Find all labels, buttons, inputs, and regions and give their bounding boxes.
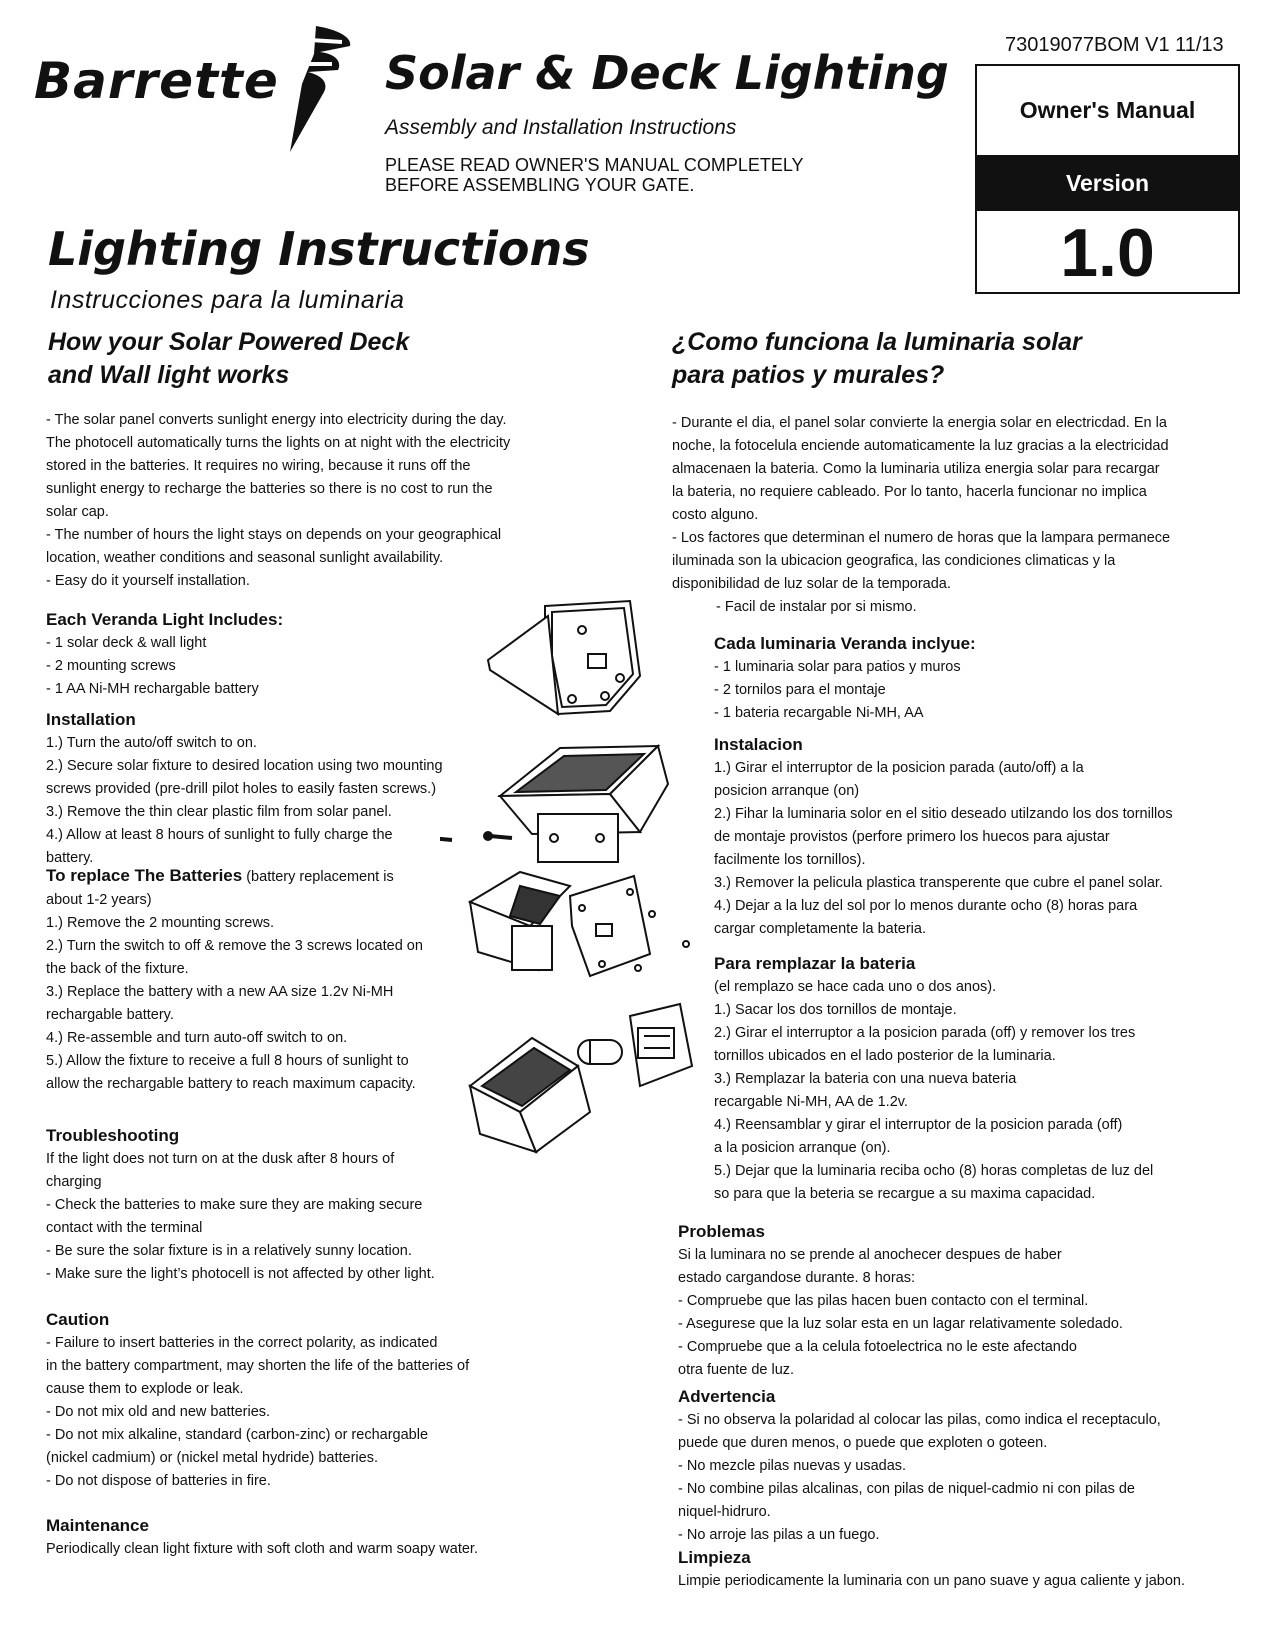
installation-illustrations <box>440 596 730 1166</box>
page-title: Lighting Instructions <box>48 222 590 276</box>
english-installation-step: 3.) Remove the thin clear plastic film from solar panel. <box>46 804 392 820</box>
spanish-replace-step: recargable Ni-MH, AA de 1.2v. <box>714 1094 908 1110</box>
spanish-maintenance <box>678 1546 1238 1593</box>
english-replace <box>46 864 476 1096</box>
spanish-replace-step: 4.) Reensamblar y girar el interruptor de la posicion parada (off) <box>714 1117 1123 1133</box>
spanish-replace-step: 3.) Remplazar la bateria con una nueva bateria <box>714 1071 1017 1087</box>
spanish-caution-line: - Si no observa la polaridad al colocar las pilas, como indica el receptaculo, <box>678 1412 1161 1428</box>
fixture-exploded-view-illustration <box>470 872 689 976</box>
english-includes-item: - 1 AA Ni-MH rechargable battery <box>46 681 259 697</box>
english-includes-item: - 1 solar deck & wall light <box>46 635 207 651</box>
english-troubleshooting <box>46 1124 476 1286</box>
spanish-installation <box>714 733 1214 941</box>
english-includes-item: - 2 mounting screws <box>46 658 176 674</box>
product-title: Solar & Deck Lighting <box>385 46 949 100</box>
english-replace-step: 4.) Re-assemble and turn auto-off switch to on. <box>46 1030 348 1046</box>
spanish-replace-step: so para que la beteria se recargue a su maxima capacidad. <box>714 1186 1096 1202</box>
english-installation <box>46 708 476 870</box>
english-replace-step: 1.) Remove the 2 mounting screws. <box>46 915 275 931</box>
english-caution-line: - Do not dispose of batteries in fire. <box>46 1473 271 1489</box>
spanish-includes-item: - 2 tornilos para el montaje <box>714 682 886 698</box>
english-trouble-line: contact with the terminal <box>46 1220 203 1236</box>
english-intro-line: sunlight energy to recharge the batteries so there is no cost to run the <box>46 481 493 497</box>
spanish-replace-step: 5.) Dejar que la luminaria reciba ocho (8) horas completas de luz del <box>714 1163 1154 1179</box>
english-intro-line: - Easy do it yourself installation. <box>46 573 250 589</box>
spanish-trouble-line: estado cargandose durante. 8 horas: <box>678 1270 915 1286</box>
spanish-replace <box>714 952 1214 1206</box>
english-title-line-1: How your Solar Powered Deck <box>48 328 410 356</box>
english-caution-line: - Do not mix alkaline, standard (carbon-zinc) or rechargable <box>46 1427 429 1443</box>
english-trouble-line: - Check the batteries to make sure they are making secure <box>46 1197 423 1213</box>
english-trouble-heading: Troubleshooting <box>46 1126 180 1145</box>
spanish-intro-line: - Durante el dia, el panel solar convierte la energia solar en electricdad. En la <box>672 415 1167 431</box>
english-intro <box>46 409 516 593</box>
spanish-intro-line: disponibilidad de luz solar de la temporada. <box>672 576 951 592</box>
spanish-intro-line: iluminada son la ubicacion geografica, las condiciones climaticas y la <box>672 553 1116 569</box>
english-maintenance-line: Periodically clean light fixture with soft cloth and warm soapy water. <box>46 1541 478 1557</box>
spanish-intro-line: - Los factores que determinan el numero de horas que la lampara permanece <box>672 530 1171 546</box>
spanish-troubleshooting <box>678 1220 1198 1382</box>
english-caution-line: (nickel cadmium) or (nickel metal hydride) batteries. <box>46 1450 378 1466</box>
spanish-includes <box>714 632 1194 725</box>
spanish-title-line-1: ¿Como funciona la luminaria solar <box>672 328 1082 356</box>
english-caution-line: - Failure to insert batteries in the correct polarity, as indicated <box>46 1335 438 1351</box>
english-maintenance-heading: Maintenance <box>46 1516 149 1535</box>
english-installation-step: battery. <box>46 850 94 866</box>
english-intro-line: The photocell automatically turns the lights on at night with the electricity <box>46 435 511 451</box>
spanish-includes-item: - 1 bateria recargable Ni-MH, AA <box>714 705 924 721</box>
version-label: Version <box>977 155 1238 211</box>
spanish-replace-step: a la posicion arranque (on). <box>714 1140 891 1156</box>
spanish-section-title <box>672 326 1082 392</box>
english-installation-heading: Installation <box>46 710 136 729</box>
english-trouble-line: - Make sure the light’s photocell is not affected by other light. <box>46 1266 435 1282</box>
read-manual-note <box>385 155 865 195</box>
spanish-replace-step: 1.) Sacar los dos tornillos de montaje. <box>714 1002 957 1018</box>
english-trouble-line: - Be sure the solar fixture is in a relatively sunny location. <box>46 1243 412 1259</box>
english-caution <box>46 1308 486 1493</box>
english-includes <box>46 608 476 701</box>
english-caution-line: in the battery compartment, may shorten the life of the batteries of <box>46 1358 470 1374</box>
spanish-trouble-line: otra fuente de luz. <box>678 1362 795 1378</box>
spanish-trouble-line: - Asegurese que la luz solar esta en un lagar relativamente soledado. <box>678 1316 1123 1332</box>
spanish-trouble-line: - Compruebe que las pilas hacen buen contacto con el terminal. <box>678 1293 1089 1309</box>
english-replace-step: about 1-2 years) <box>46 892 152 908</box>
read-note-line-1: PLEASE READ OWNER'S MANUAL COMPLETELY <box>385 155 804 175</box>
spanish-installation-heading: Instalacion <box>714 735 803 754</box>
battery-replacement-illustration <box>470 1004 692 1152</box>
brand-logo-text: Barrette <box>34 52 279 110</box>
product-subtitle: Assembly and Installation Instructions <box>385 116 737 139</box>
fixture-back-view-illustration <box>488 601 640 714</box>
spanish-installation-step: 2.) Fihar la luminaria solor en el sitio deseado utilzando los dos tornillos <box>714 806 1173 822</box>
english-replace-step: allow the rechargable battery to reach maximum capacity. <box>46 1076 416 1092</box>
english-intro-line: stored in the batteries. It requires no wiring, because it runs off the <box>46 458 471 474</box>
english-section-title <box>48 326 409 392</box>
english-title-line-2: and Wall light works <box>48 361 290 389</box>
english-replace-step: 3.) Replace the battery with a new AA size 1.2v Ni-MH <box>46 984 394 1000</box>
english-installation-step: 2.) Secure solar fixture to desired location using two mounting <box>46 758 443 774</box>
english-replace-note: (battery replacement is <box>242 869 394 885</box>
english-installation-step: 4.) Allow at least 8 hours of sunlight to fully charge the <box>46 827 393 843</box>
spanish-maintenance-line: Limpie periodicamente la luminaria con un pano suave y agua caliente y jabon. <box>678 1573 1186 1589</box>
english-replace-step: rechargable battery. <box>46 1007 174 1023</box>
page-subtitle: Instrucciones para la luminaria <box>50 286 405 314</box>
spanish-installation-step: de montaje provistos (perfore primero los huecos para ajustar <box>714 829 1110 845</box>
spanish-intro-line: la bateria, no requiere cableado. Por lo tanto, hacerla funcionar no implica <box>672 484 1147 500</box>
version-box <box>975 64 1240 294</box>
spanish-installation-step: 4.) Dejar a la luz del sol por lo menos durante ocho (8) horas para <box>714 898 1138 914</box>
spanish-installation-step: cargar completamente la bateria. <box>714 921 926 937</box>
spanish-maintenance-heading: Limpieza <box>678 1548 751 1567</box>
spanish-trouble-line: Si la luminara no se prende al anochecer despues de haber <box>678 1247 1062 1263</box>
english-intro-line: location, weather conditions and seasonal sunlight availability. <box>46 550 444 566</box>
version-number: 1.0 <box>1060 214 1155 291</box>
english-intro-line: solar cap. <box>46 504 109 520</box>
spanish-installation-step: 3.) Remover la pelicula plastica transperente que cubre el panel solar. <box>714 875 1163 891</box>
english-intro-line: - The number of hours the light stays on depends on your geographical <box>46 527 502 543</box>
spanish-intro-line: almacenaen la bateria. Como la luminaria utiliza energia solar para recargar <box>672 461 1160 477</box>
spanish-caution-line: niquel-hidruro. <box>678 1504 771 1520</box>
english-installation-step: 1.) Turn the auto/off switch to on. <box>46 735 257 751</box>
spanish-intro-line: - Facil de instalar por si mismo. <box>716 599 917 615</box>
spanish-includes-heading: Cada luminaria Veranda inclyue: <box>714 634 976 653</box>
spanish-caution-line: puede que duren menos, o puede que exploten o goteen. <box>678 1435 1048 1451</box>
english-maintenance <box>46 1514 526 1561</box>
english-caution-heading: Caution <box>46 1310 110 1329</box>
spanish-installation-step: posicion arranque (on) <box>714 783 860 799</box>
english-replace-step: 5.) Allow the fixture to receive a full 8 hours of sunlight to <box>46 1053 409 1069</box>
spanish-caution-line: - No mezcle pilas nuevas y usadas. <box>678 1458 907 1474</box>
english-caution-line: - Do not mix old and new batteries. <box>46 1404 271 1420</box>
spanish-installation-step: 1.) Girar el interruptor de la posicion parada (auto/off) a la <box>714 760 1084 776</box>
spanish-includes-item: - 1 luminaria solar para patios y muros <box>714 659 961 675</box>
english-installation-step: screws provided (pre-drill pilot holes to easily fasten screws.) <box>46 781 437 797</box>
spanish-intro <box>672 412 1192 619</box>
english-replace-heading: To replace The Batteries <box>46 866 243 885</box>
spanish-replace-step: 2.) Girar el interruptor a la posicion parada (off) y remover los tres <box>714 1025 1136 1041</box>
spanish-trouble-line: - Compruebe que a la celula fotoelectrica no le este afectando <box>678 1339 1077 1355</box>
english-replace-step: 2.) Turn the switch to off & remove the 3 screws located on <box>46 938 423 954</box>
spanish-caution-line: - No combine pilas alcalinas, con pilas de niquel-cadmio ni con pilas de <box>678 1481 1135 1497</box>
spanish-caution-line: - No arroje las pilas a un fuego. <box>678 1527 880 1543</box>
spanish-replace-step: (el remplazo se hace cada uno o dos anos). <box>714 979 997 995</box>
spanish-intro-line: costo alguno. <box>672 507 759 523</box>
fixture-front-view-illustration <box>440 746 668 862</box>
english-intro-line: - The solar panel converts sunlight energy into electricity during the day. <box>46 412 507 428</box>
english-trouble-line: charging <box>46 1174 102 1190</box>
english-caution-line: cause them to explode or leak. <box>46 1381 244 1397</box>
english-replace-step: the back of the fixture. <box>46 961 189 977</box>
english-includes-heading: Each Veranda Light Includes: <box>46 610 284 629</box>
spanish-trouble-heading: Problemas <box>678 1222 765 1241</box>
english-trouble-line: If the light does not turn on at the dusk after 8 hours of <box>46 1151 395 1167</box>
read-note-line-2: BEFORE ASSEMBLING YOUR GATE. <box>385 175 695 195</box>
spanish-replace-step: tornillos ubicados en el lado posterior de la luminaria. <box>714 1048 1056 1064</box>
spanish-replace-heading: Para remplazar la bateria <box>714 954 916 973</box>
spanish-intro-line: noche, la fotocelula enciende automaticamente la luz gracias a la electricidad <box>672 438 1169 454</box>
spanish-title-line-2: para patios y murales? <box>672 361 945 389</box>
document-code: 73019077BOM V1 11/13 <box>1005 34 1224 56</box>
brand-sail-icon <box>280 24 360 159</box>
spanish-caution-heading: Advertencia <box>678 1387 776 1406</box>
spanish-caution <box>678 1385 1238 1547</box>
owners-manual-label: Owner's Manual <box>1019 97 1196 123</box>
spanish-installation-step: facilmente los tornillos). <box>714 852 866 868</box>
